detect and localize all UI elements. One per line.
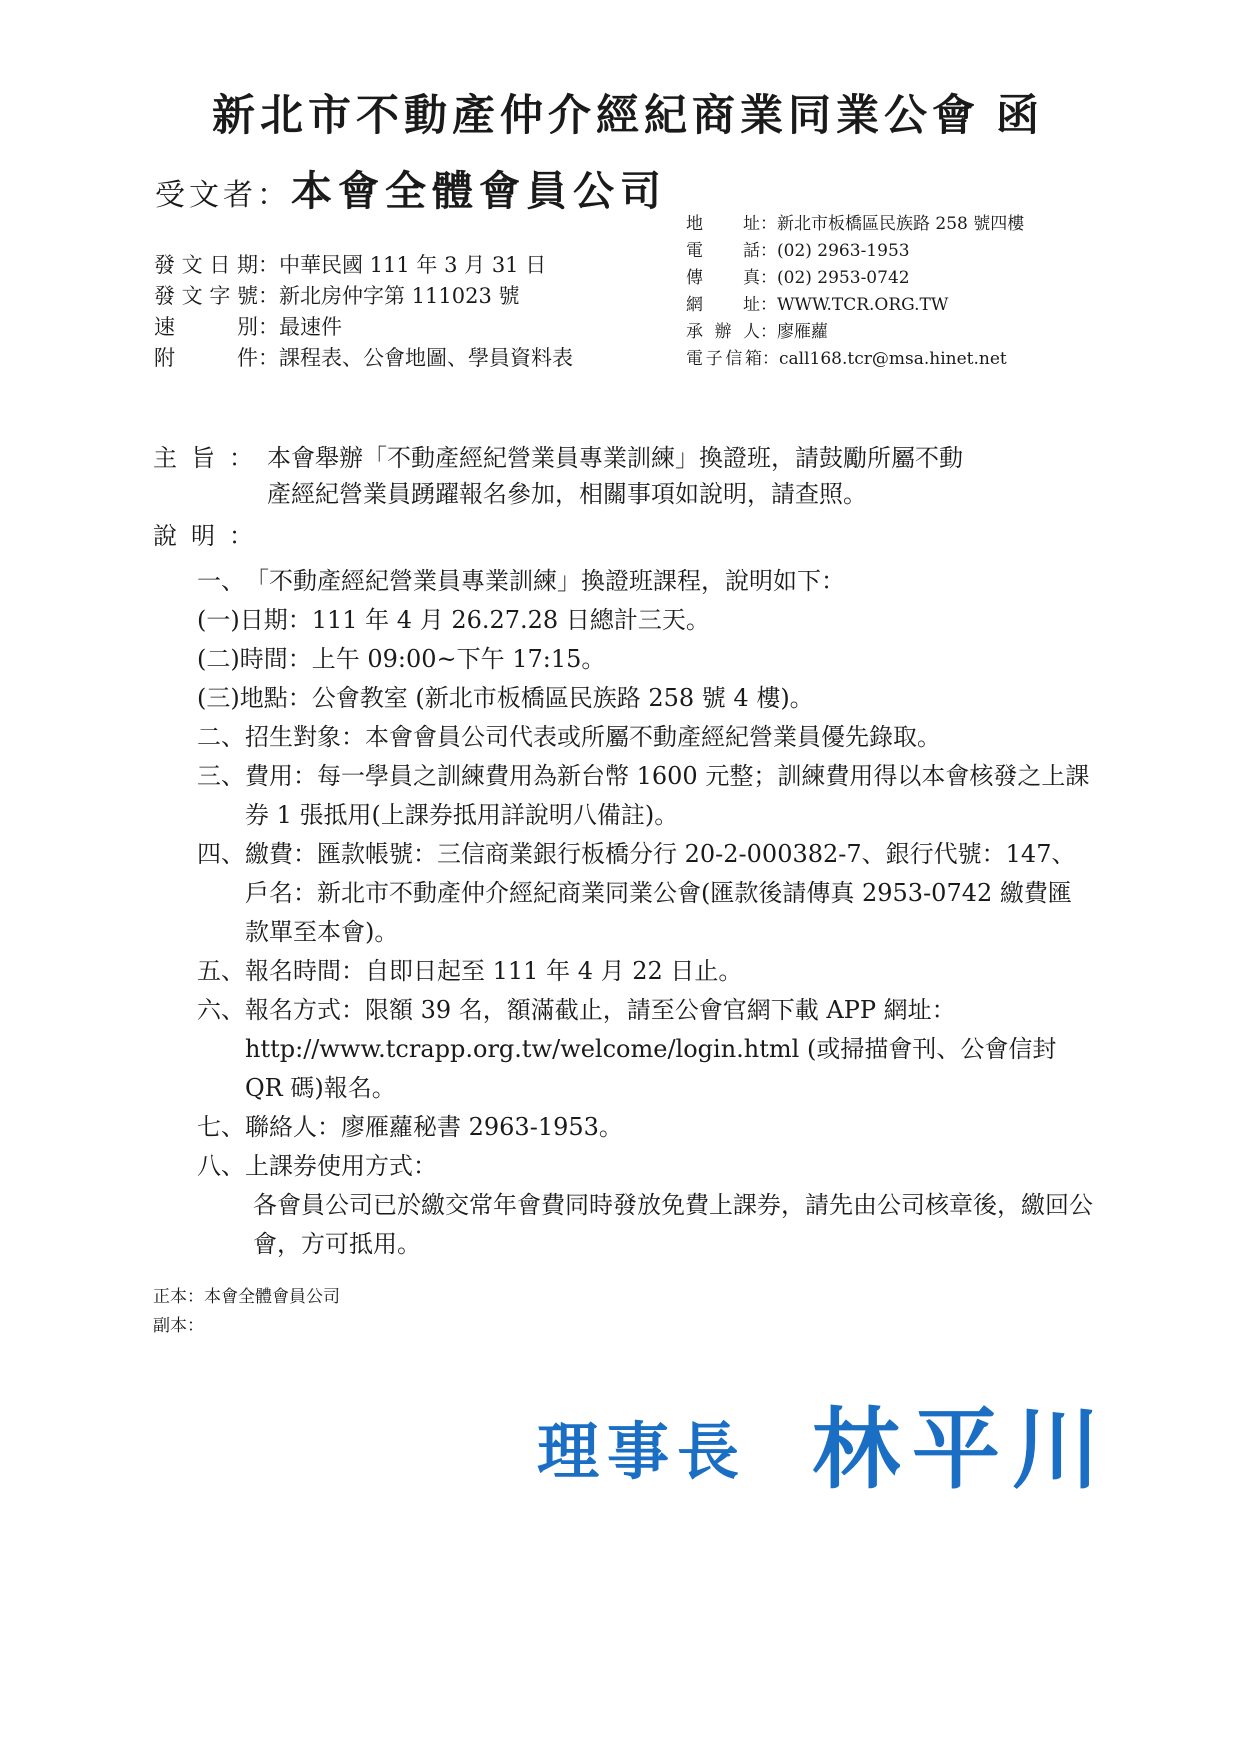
duplicate-copy: 副本： <box>153 1316 204 1336</box>
letter-header <box>212 82 1072 143</box>
contact-email: 電子信箱：call168.tcr@msa.hinet.net <box>686 349 1007 369</box>
organization-title: 新北市不動產仲介經紀商業同業公會 <box>212 91 980 141</box>
contact-address: 地址：新北市板橋區民族路 258 號四樓 <box>686 214 1025 234</box>
explanation-item: 五、 報名時間：自即日起至 111 年 4 月 22 日止。 <box>197 957 743 985</box>
signature-name: 林平川 <box>812 1398 1113 1501</box>
urgency: 速別：最速件 <box>154 315 342 339</box>
explanation-item: (三) 地點：公會教室 (新北市板橋區民族路 258 號 4 樓)。 <box>197 684 814 712</box>
explanation-item: 二、 招生對象：本會會員公司代表或所屬不動產經紀營業員優先錄取。 <box>197 723 941 751</box>
issue-number: 發文字號：新北房仲字第 111023 號 <box>154 284 520 308</box>
explanation-item: 八、 上課券使用方式： <box>197 1152 437 1180</box>
contact-block <box>686 211 1024 373</box>
document-type: 函 <box>996 91 1044 141</box>
recipient-label: 受文者： <box>155 178 291 213</box>
explanation-list <box>197 562 1093 1264</box>
attachments: 附件：課程表、公會地圖、學員資料表 <box>154 346 573 370</box>
contact-fax: 傳真：(02) 2953-0742 <box>686 268 910 288</box>
explanation-item: 四、 繳費：匯款帳號：三信商業銀行板橋分行 20-2-000382-7、銀行代號：147、戶名：新北市不動產仲介經紀商業同業公會(匯款後請傳真 2953-0742 繳費匯款單至本會)。 <box>197 840 1076 946</box>
explanation-item: 各會員公司已於繳交常年會費同時發放免費上課券，請先由公司核章後，繳回公會，方可抵用。 <box>253 1191 1093 1258</box>
recipient-line <box>155 158 667 217</box>
contact-phone: 電話：(02) 2963-1953 <box>686 241 910 261</box>
contact-website: 網址：WWW.TCR.ORG.TW <box>686 295 949 315</box>
explanation-item: (一) 日期：111 年 4 月 26.27.28 日總計三天。 <box>197 606 710 634</box>
explanation-item: 七、 聯絡人：廖雁蘿秘書 2963-1953。 <box>197 1113 623 1141</box>
subject-section <box>153 440 1093 512</box>
explanation-item: 一、 「不動產經紀營業員專業訓練」換證班課程，說明如下： <box>197 567 845 595</box>
contact-handler: 承辦人：廖雁蘿 <box>686 322 828 342</box>
original-copy: 正本：本會全體會員公司 <box>153 1287 340 1307</box>
issue-date: 發文日期：中華民國 111 年 3 月 31 日 <box>154 253 547 277</box>
subject-text: 本會舉辦「不動產經紀營業員專業訓練」換證班，請鼓勵所屬不動 產經紀營業員踴躍報名參加，相關事項如說明，請查照。 <box>267 444 963 508</box>
signature-title: 理事長 <box>537 1415 748 1488</box>
explanation-item: 三、 費用：每一學員之訓練費用為新台幣 1600 元整；訓練費用得以本會核發之上課券 1 張抵用(上課券抵用詳說明八備註)。 <box>197 762 1090 829</box>
letter-body <box>153 440 1093 1264</box>
issue-info-block <box>154 250 573 374</box>
explanation-label: 說明： <box>153 522 267 550</box>
distribution-list <box>153 1283 340 1341</box>
explanation-item: (二) 時間：上午 09:00~下午 17:15。 <box>197 645 606 673</box>
subject-label: 主旨： <box>153 444 267 472</box>
chairman-signature <box>537 1380 1113 1501</box>
explanation-item: 六、 報名方式：限額 39 名，額滿截止，請至公會官網下載 APP 網址：http://www.tcrapp.org.tw/welcome/login.html (或掃描會刊、公會信封 QR 碼)報名。 <box>197 996 1057 1102</box>
recipient-name: 本會全體會員公司 <box>291 167 667 215</box>
